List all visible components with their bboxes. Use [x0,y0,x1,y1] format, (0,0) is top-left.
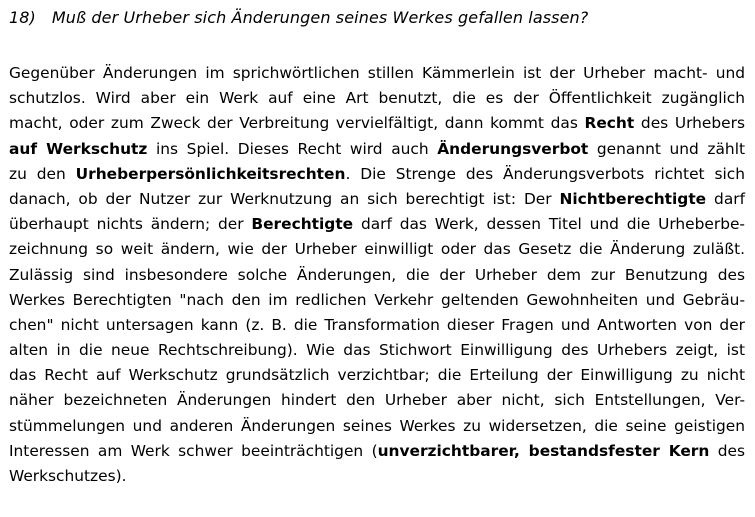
text-run: danach, ob der Nutzer zur Werknutzung an sich berechtigt ist: Der [9,189,560,208]
text-run: das Recht auf Werkschutz grundsätzlich verzichtbar; die Erteilung der Einwilligung zu nicht [9,366,745,385]
text-run: Interessen am Werk schwer beeinträchtigen ( [9,441,378,460]
text-run: alten in die neue Rechtschreibung). Wie das Stichwort Einwilligung des Urhebers zeigt, ist [9,341,745,360]
answer-line [9,61,745,86]
answer-line [9,439,745,464]
text-run: Zulässig sind insbesondere solche Änderungen, die der Urheber dem zur Benutzung des [9,265,745,284]
text-run: schutzlos. Wird aber ein Werk auf eine Art benutzt, die es der Öffentlichkeit zugänglich [9,89,745,108]
text-run: näher bezeichneten Änderungen hindert den Urheber aber nicht, sich Entstellungen, Ver- [9,391,745,410]
text-run: überhaupt nichts ändern; der [9,215,252,234]
bold-term: Berechtigte [251,215,354,234]
bold-term: Nichtberechtigte [559,189,707,208]
text-run: des [709,441,746,460]
text-run: chen" nicht untersagen kann (z. B. die Transformation dieser Fragen und Antworten von der [9,315,745,334]
text-run: ins Spiel. Dieses Recht wird auch [147,139,438,158]
answer-line [9,388,745,413]
answer-line [9,338,745,363]
text-run: zu den [9,164,76,183]
text-run: stümmelungen und anderen Änderungen seines Werkes zu widersetzen, die seine geistigen [9,416,745,435]
answer-line [9,212,745,237]
bold-term: Recht [584,114,635,133]
answer-paragraph [9,61,745,489]
bold-term: auf Werkschutz [9,139,148,158]
bold-term: Änderungsverbot [437,139,589,158]
answer-line [9,237,745,262]
bold-term: unverzichtbarer, bestandsfester Kern [377,441,710,460]
answer-line [9,111,745,136]
answer-line [9,137,745,162]
question-heading [9,6,749,30]
text-run: . Die Strenge des Änderungsverbots richtet sich [345,164,745,183]
text-run: darf das Werk, dessen Titel und die Urheberbe- [353,215,745,234]
text-run: macht, oder zum Zweck der Verbreitung vervielfältigt, dann kommt das [9,114,585,133]
answer-line [9,263,745,288]
answer-line [9,187,745,212]
answer-line [9,288,745,313]
text-run: darf [706,189,745,208]
answer-line [9,464,745,489]
question-title: Muß der Urheber sich Änderungen seines Werkes gefallen lassen? [51,8,589,27]
question-number: 18) [9,8,36,27]
text-run: zeichnung so weit ändern, wie der Urheber einwilligt oder das Gesetz die Änderung zuläßt. [9,240,745,259]
answer-line [9,162,745,187]
answer-line [9,313,745,338]
answer-line [9,86,745,111]
text-run: genannt und zählt [588,139,746,158]
text-run: des Urhebers [634,114,745,133]
bold-term: Urheberpersönlichkeitsrechten [75,164,346,183]
text-run: Werkes Berechtigten "nach den im redlichen Verkehr geltenden Gewohnheiten und Gebräu- [9,290,745,309]
answer-line [9,363,745,388]
answer-line [9,414,745,439]
text-run: Werkschutzes). [9,467,127,485]
text-run: Gegenüber Änderungen im sprichwörtlichen stillen Kämmerlein ist der Urheber macht- und [9,64,745,82]
